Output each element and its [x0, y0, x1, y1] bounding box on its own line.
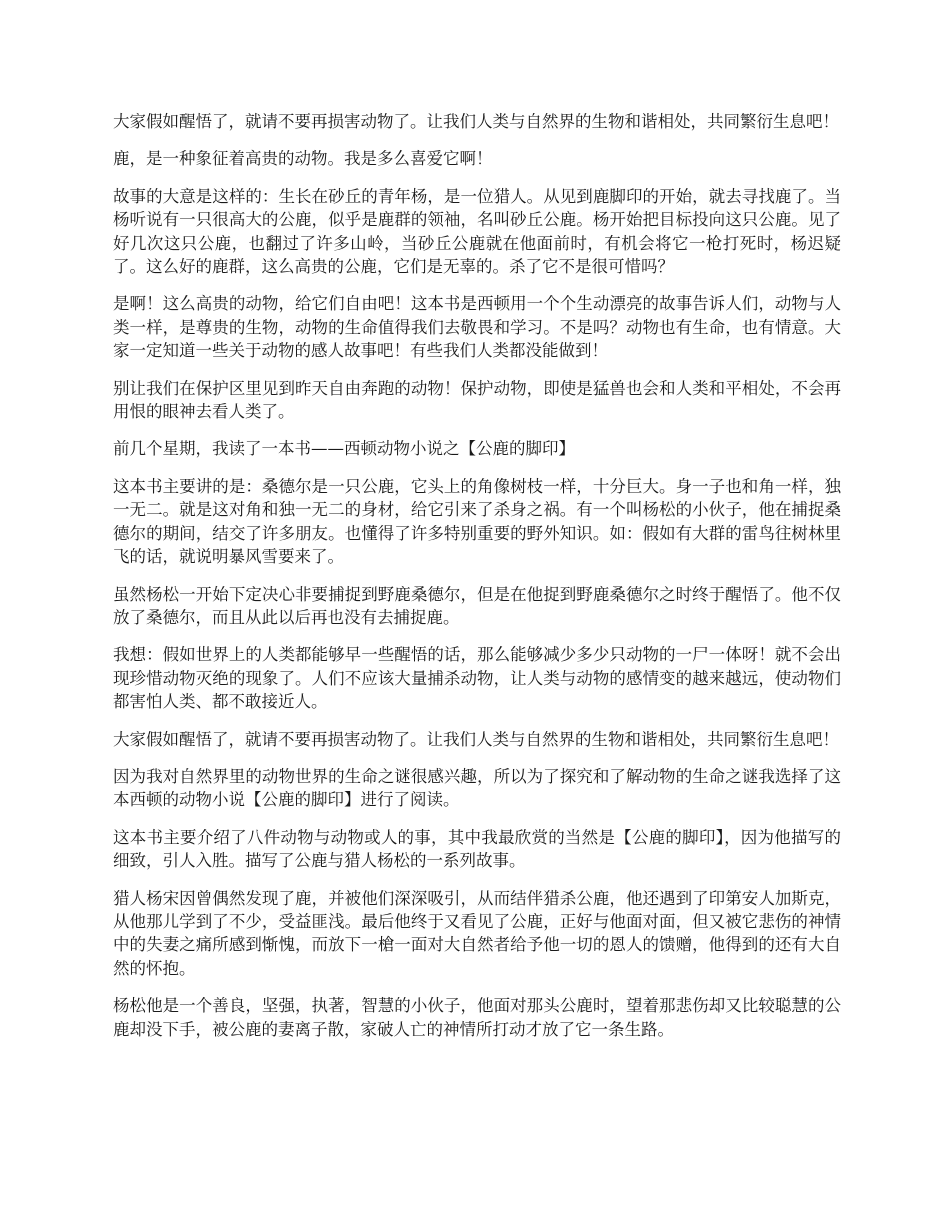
paragraph-11: 因为我对自然界里的动物世界的生命之谜很感兴趣，所以为了探究和了解动物的生命之谜我选择了这本西顿的动物小说【公鹿的脚印】进行了阅读。: [113, 766, 841, 810]
paragraph-10: 大家假如醒悟了，就请不要再损害动物了。让我们人类与自然界的生物和谐相处，共同繁衍生息吧！: [113, 729, 839, 749]
paragraph-8: 虽然杨松一开始下定决心非要捕捉到野鹿桑德尔，但是在他捉到野鹿桑德尔之时终于醒悟了。他不仅放了桑德尔，而且从此以后再也没有去捕捉鹿。: [113, 584, 841, 627]
paragraph-12: 这本书主要介绍了八件动物与动物或人的事，其中我最欣赏的当然是【公鹿的脚印】，因为他描写的细致，引人入胜。描写了公鹿与猎人杨松的一系列故事。: [113, 827, 841, 871]
paragraph-4: 是啊！这么高贵的动物，给它们自由吧！这本书是西顿用一个个生动漂亮的故事告诉人们，动物与人类一样，是尊贵的生物，动物的生命值得我们去敬畏和学习。不是吗？动物也有生命，也有情意。大家一定知道一些关于动物的感人故事吧！有些我们人类都没能做到！: [113, 294, 841, 361]
paragraph-7: 这本书主要讲的是：桑德尔是一只公鹿，它头上的角像树枝一样，十分巨大。身一子也和角一样，独一无二。就是这对角和独一无二的身材，给它引来了杀身之祸。有一个叫杨松的小伙子，他在捕捉桑德尔的期间，结交了许多朋友。也懂得了许多特别重要的野外知识。如：假如有大群的雷鸟往树林里飞的话，就说明暴风雪要来了。: [113, 476, 841, 567]
paragraph-9: 我想：假如世界上的人类都能够早一些醒悟的话，那么能够减少多少只动物的一尸一体呀！就不会出现珍惜动物灭绝的现象了。人们不应该大量捕杀动物，让人类与动物的感情变的越来越远，使动物们都害怕人类、都不敢接近人。: [113, 645, 841, 712]
document-body: [113, 110, 841, 1055]
paragraph-1: 大家假如醒悟了，就请不要再损害动物了。让我们人类与自然界的生物和谐相处，共同繁衍生息吧！: [113, 112, 839, 131]
paragraph-13: 猎人杨宋因曾偶然发现了鹿，并被他们深深吸引，从而结伴猎杀公鹿，他还遇到了印第安人加斯克，从他那儿学到了不少，受益匪浅。最后他终于又看见了公鹿，正好与他面对面，但又被它悲伤的神情中的失妻之痛所感到惭愧，而放下一槍一面对大自然者给予他一切的恩人的馈赠，他得到的还有大自然的怀抱。: [113, 888, 841, 978]
paragraph-5: 别让我们在保护区里见到昨天自由奔跑的动物！保护动物，即使是猛兽也会和人类和平相处，不会再用恨的眼神去看人类了。: [113, 378, 841, 422]
paragraph-14: 杨松他是一个善良，坚强，执著，智慧的小伙子，他面对那头公鹿时，望着那悲伤却又比较聪慧的公鹿却没下手，被公鹿的妻离子散，家破人亡的神情所打动才放了它一条生路。: [113, 996, 841, 1039]
paragraph-6: 前几个星期，我读了一本书——西顿动物小说之【公鹿的脚印】: [113, 439, 575, 459]
paragraph-3: 故事的大意是这样的：生长在砂丘的青年杨，是一位猎人。从见到鹿脚印的开始，就去寻找鹿了。当杨听说有一只很高大的公鹿，似乎是鹿群的领袖，名叫砂丘公鹿。杨开始把目标投向这只公鹿。见了好几次这只公鹿，也翻过了许多山岭，当砂丘公鹿就在他面前时，有机会将它一枪打死时，杨迟疑了。这么好的鹿群，这么高贵的公鹿，它们是无辜的。杀了它不是很可惜吗？: [113, 186, 841, 277]
paragraph-2: 鹿，是一种象征着高贵的动物。我是多么喜爱它啊！: [113, 149, 493, 169]
